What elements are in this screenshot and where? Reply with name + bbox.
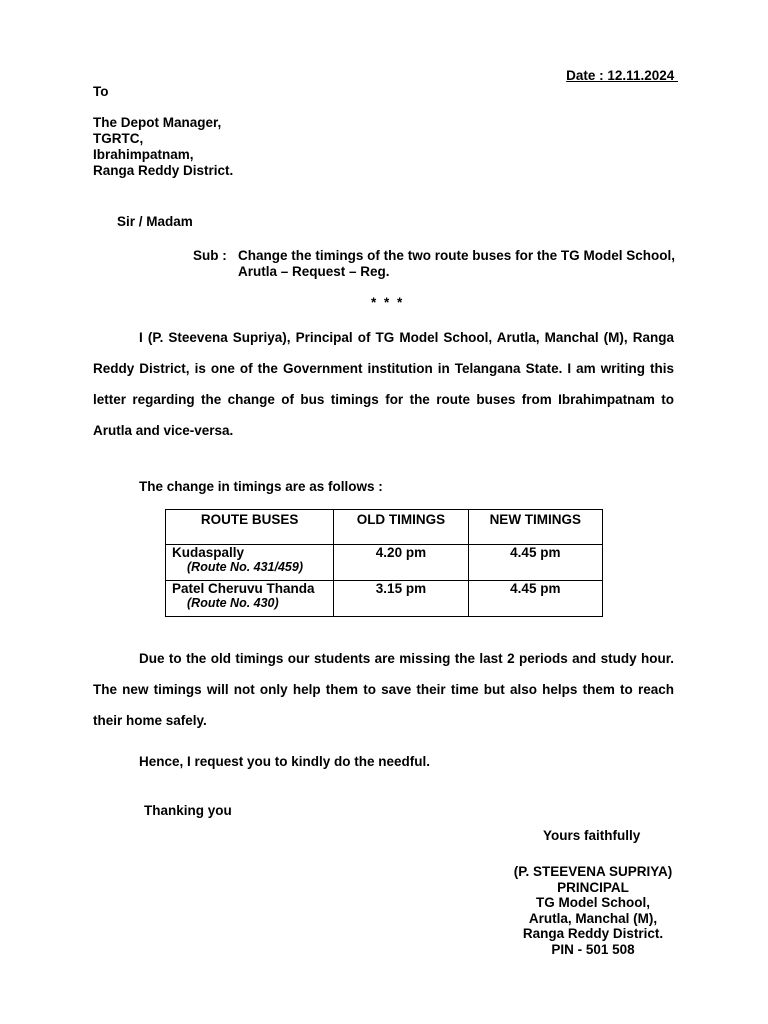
subject-label: Sub :: [193, 248, 227, 263]
route-name: Kudaspally: [172, 545, 245, 560]
new-timing-cell: 4.45 pm: [468, 545, 602, 581]
recipient-line: TGRTC,: [93, 131, 144, 146]
subject-text: Change the timings of the two route buses for the TG Model School, Arutla – Request – Reg.: [238, 248, 675, 279]
body-paragraph-2: Due to the old timings our students are missing the last 2 periods and study hour. The new timings will not only help them to save their time but also helps them to reach their home safely.: [93, 651, 674, 728]
signature-block: [493, 864, 693, 957]
table-row: [166, 545, 603, 581]
header-new-timings: NEW TIMINGS: [468, 510, 602, 545]
body-paragraph-1: I (P. Steevena Supriya), Principal of TG Model School, Arutla, Manchal (M), Ranga Reddy District, is one of the Government institution in Telangana State. I am writing this letter regarding the change of bus timings for the route buses from Ibrahimpatnam to Arutla and vice-versa.: [93, 330, 674, 438]
subject-block: [193, 248, 675, 280]
salutation: Sir / Madam: [117, 214, 193, 229]
signature-line: TG Model School,: [536, 895, 650, 910]
signatory-title: PRINCIPAL: [557, 879, 629, 895]
signature-line: Arutla, Manchal (M),: [528, 910, 658, 926]
route-number: (Route No. 430): [187, 596, 279, 610]
thanking-line: Thanking you: [144, 803, 232, 818]
request-line: Hence, I request you to kindly do the needful.: [139, 754, 431, 769]
signatory-name: (P. STEEVENA SUPRIYA): [513, 864, 673, 879]
table-header-row: [166, 510, 603, 545]
header-route-buses: ROUTE BUSES: [166, 510, 334, 545]
route-number: (Route No. 431/459): [187, 560, 304, 574]
old-timing-cell: 4.20 pm: [334, 545, 468, 581]
recipient-line: The Depot Manager,: [93, 115, 222, 130]
old-timing-cell: 3.15 pm: [334, 581, 468, 617]
table-intro: The change in timings are as follows :: [139, 479, 383, 494]
table-row: [166, 581, 603, 617]
to-label: To: [93, 84, 109, 99]
route-name: Patel Cheruvu Thanda: [172, 581, 315, 596]
letter-date: Date : 12.11.2024: [566, 68, 678, 83]
closing-line: Yours faithfully: [543, 828, 641, 843]
timings-table: [165, 509, 603, 617]
recipient-line: Ibrahimpatnam,: [93, 147, 194, 162]
header-old-timings: OLD TIMINGS: [334, 510, 468, 545]
new-timing-cell: 4.45 pm: [468, 581, 602, 617]
separator-stars: * * *: [371, 295, 405, 310]
route-cell: [166, 545, 334, 581]
signature-pin: PIN - 501 508: [551, 941, 635, 957]
route-cell: [166, 581, 334, 617]
signature-line: Ranga Reddy District.: [522, 926, 664, 941]
recipient-address: [93, 115, 233, 179]
recipient-line: Ranga Reddy District.: [93, 163, 234, 178]
